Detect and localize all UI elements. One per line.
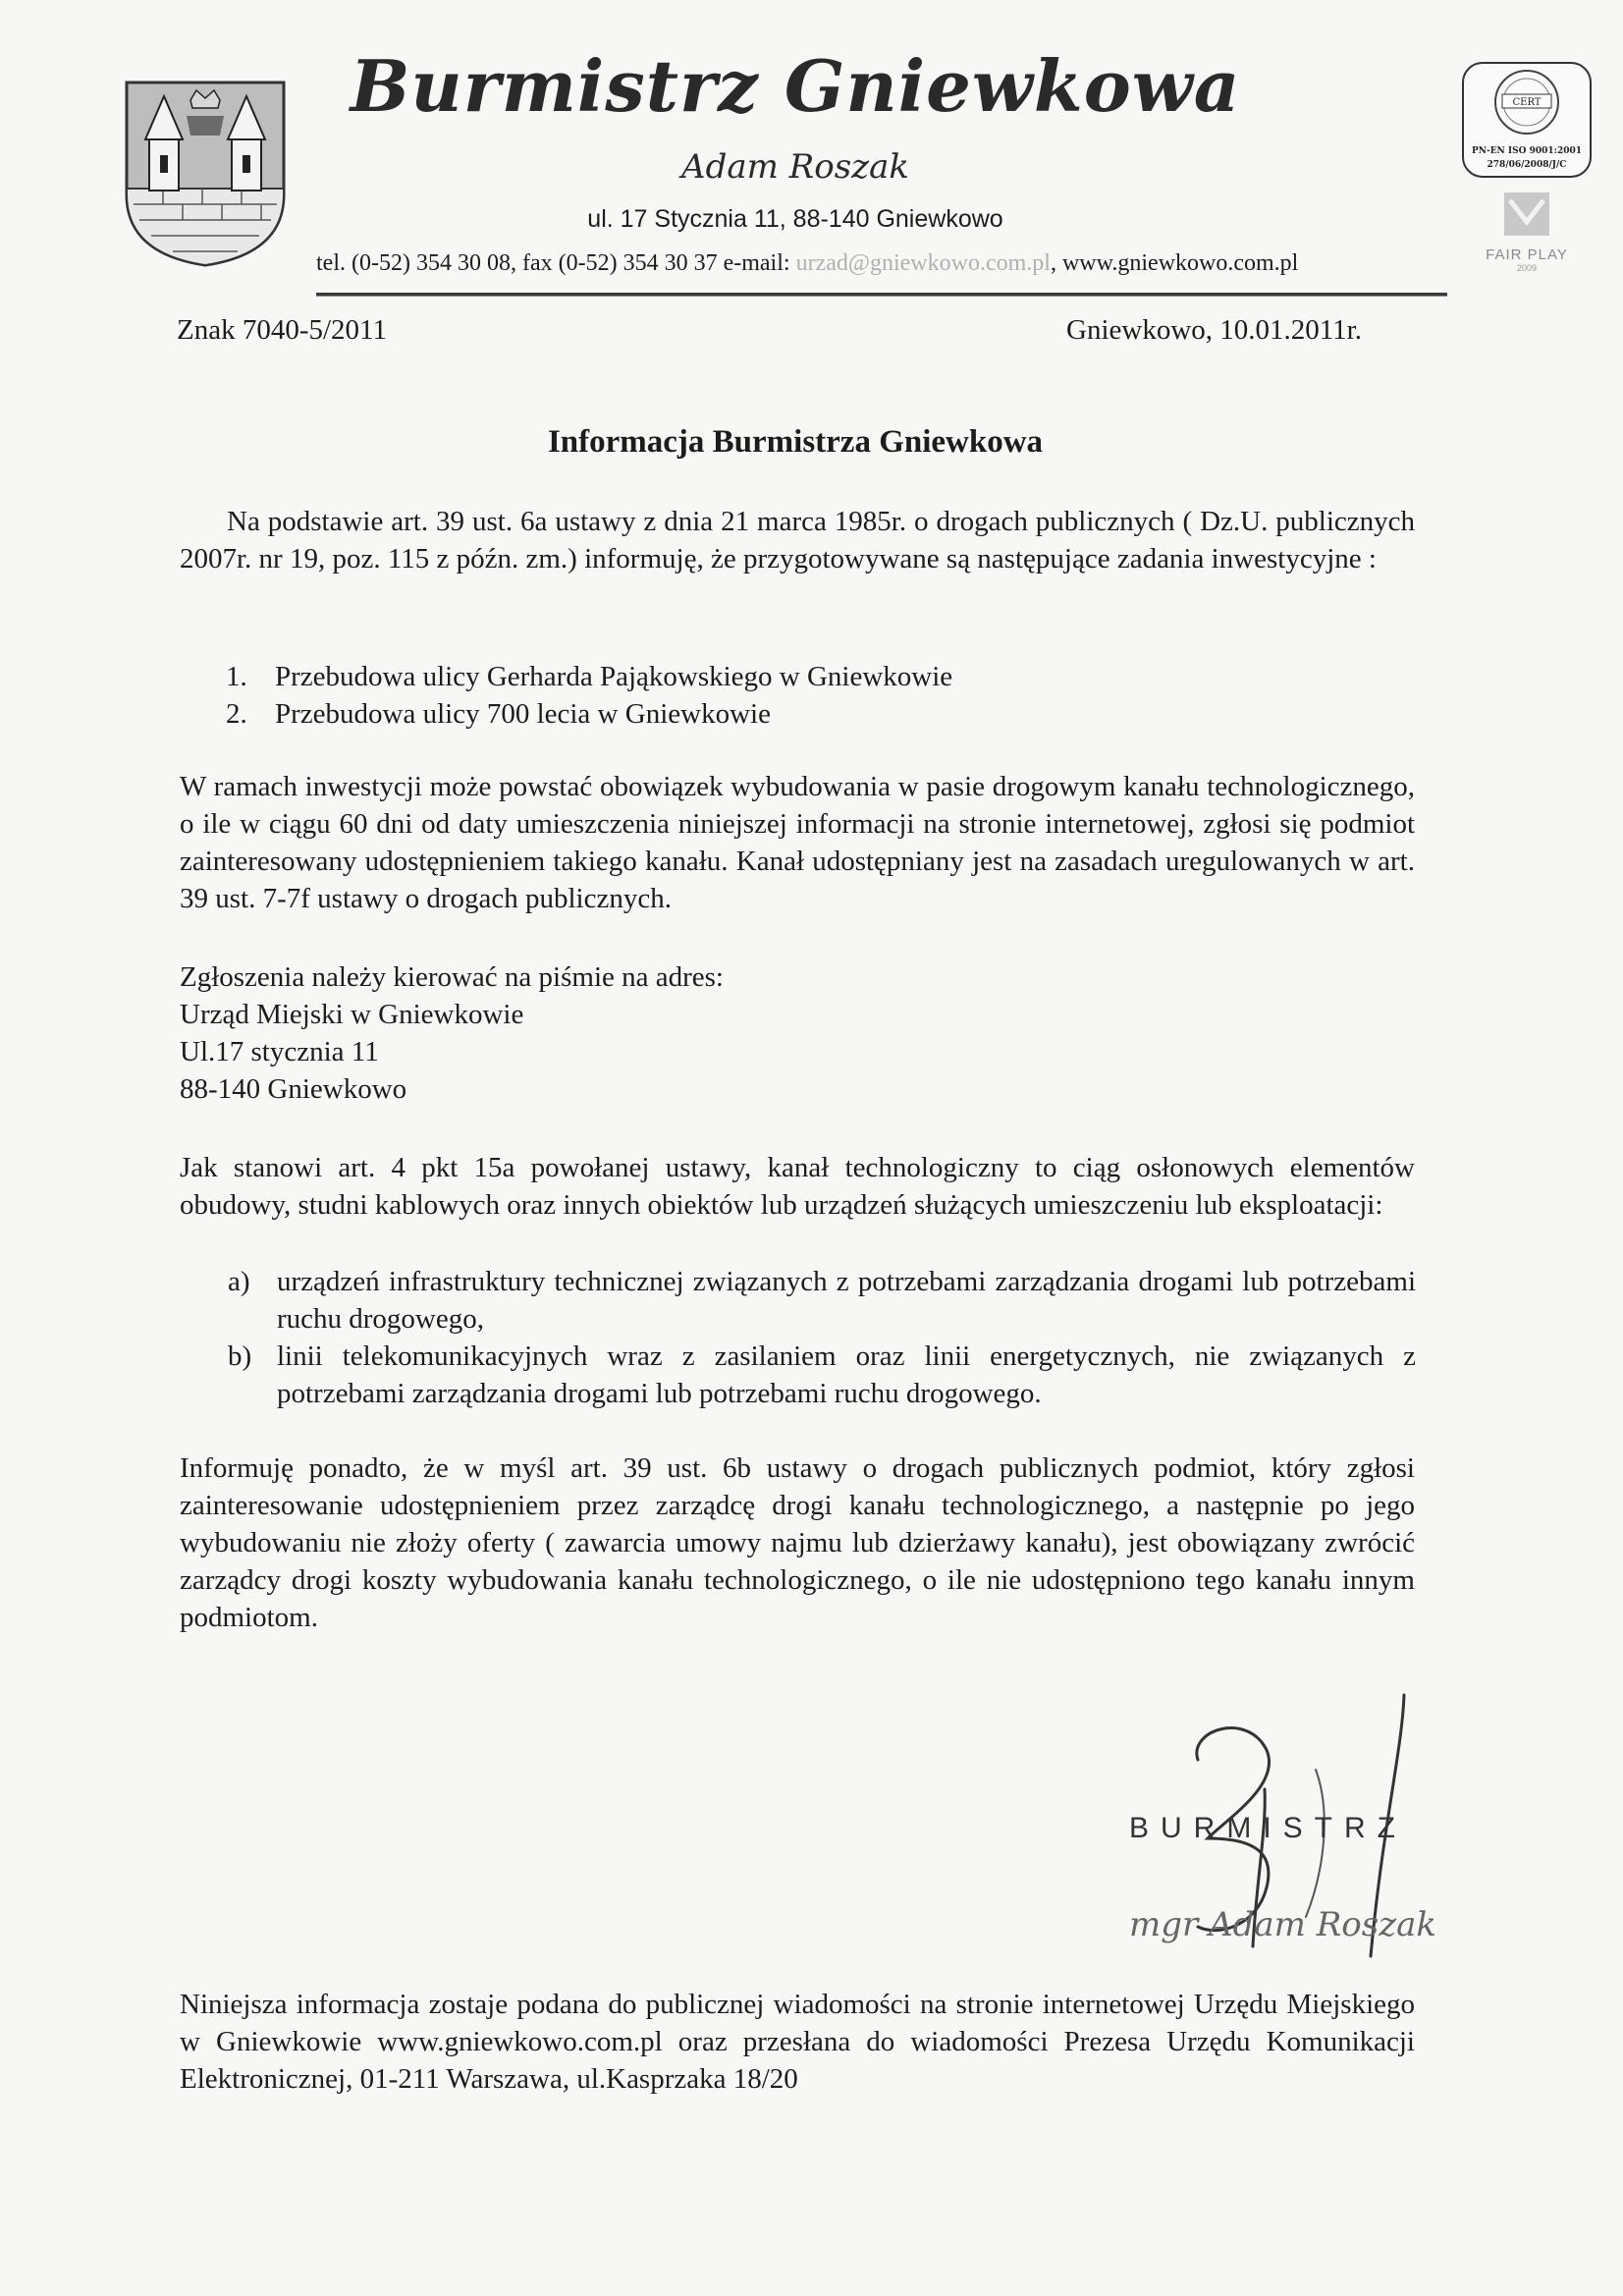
investment-task-list (226, 658, 952, 733)
office-name: Urząd Miejski w Gniewkowie (180, 999, 524, 1030)
publication-note: Niniejsza informacja zostaje podana do publicznej wiadomości na stronie internetowej Urzędu Miejskiego w Gniewkowie www.gniewkowo.com.pl oraz przesłana do wiadomości Prezesa Urzędu Komunikacji Elektronicznej, 01-211 Warszawa, ul.Kasprzaka 18/20 (180, 1989, 1415, 2095)
submission-instruction: Zgłoszenia należy kierować na piśmie na adres: (180, 961, 724, 993)
task-number: 1. (226, 661, 247, 692)
document-heading: Informacja Burmistrza Gniewkowa (547, 424, 1044, 460)
contact-website: , www.gniewkowo.com.pl (1050, 250, 1299, 276)
office-street: Ul.17 stycznia 11 (180, 1036, 379, 1067)
task-text: Przebudowa ulicy Gerharda Pająkowskiego w Gniewkowie (275, 661, 953, 692)
cert-number-text: 278/06/2008/J/C (1487, 160, 1567, 170)
cert-badge-text: CERT (1512, 97, 1542, 108)
iso-certificate-seal (1461, 61, 1593, 179)
signature-name: mgr Adam Roszak (1129, 1905, 1437, 1944)
intro-paragraph: Na podstawie art. 39 ust. 6a ustawy z dnia 21 marca 1985r. o drogach publicznych ( Dz.U. publicznych 2007r. nr 19, poz. 115 z późn. zm.) informuję, że przygotowywane są następujące zadania inwestycyjne : (180, 506, 1415, 574)
fair-play-badge (1473, 192, 1581, 297)
definition-paragraph: Jak stanowi art. 4 pkt 15a powołanej ustawy, kanał technologiczny to ciąg osłonowych elementów obudowy, studni kablowych oraz innych obiektów lub urządzeń służących umieszczeniu lub eksploatacji: (180, 1152, 1415, 1221)
letterhead-contact (316, 249, 1445, 278)
item-text: linii telekomunikacyjnych wraz z zasilaniem oraz linii energetycznych, nie związanych z potrzebami zarządzania drogami lub potrzebami ruchu drogowego. (277, 1340, 1416, 1409)
signature-title: BURMISTRZ (1129, 1812, 1407, 1844)
cost-paragraph: Informuję ponadto, że w myśl art. 39 ust. 6b ustawy o drogach publicznych podmiot, który zgłosi zainteresowanie udostępnieniem przez zarządcę drogi kanału technologicznego, a następnie po jego wybudowaniu nie złoży oferty ( zawarcia umowy najmu lub dzierżawy kanału), jest obowiązany zwrócić zarządcy drogi koszty wybudowania kanału technologicznego, o ile nie udostępniono tego kanału innym podmiotom. (180, 1452, 1415, 1633)
document-reference: Znak 7040-5/2011 (177, 314, 387, 346)
contact-email-link[interactable]: urzad@gniewkowo.com.pl (795, 250, 1051, 276)
task-text: Przebudowa ulicy 700 lecia w Gniewkowie (275, 698, 771, 730)
coat-of-arms-logo (124, 79, 287, 267)
item-letter: b) (228, 1340, 252, 1372)
office-postcode: 88-140 Gniewkowo (180, 1073, 407, 1105)
definition-list (228, 1263, 1416, 1412)
channel-obligation-paragraph: W ramach inwestycji może powstać obowiązek wybudowania w pasie drogowym kanału technologicznego, o ile w ciągu 60 dni od daty umieszczenia niniejszej informacji na stronie internetowej, zgłosi się podmiot zainteresowany udostępnieniem takiego kanału. Kanał udostępniany jest na zasadach uregulowanych w art. 39 ust. 7-7f ustawy o drogach publicznych. (180, 771, 1415, 914)
list-item (228, 1263, 1416, 1338)
header-divider (316, 293, 1447, 297)
list-item (226, 695, 952, 733)
task-number: 2. (226, 698, 247, 730)
document-date: Gniewkowo, 10.01.2011r. (1066, 314, 1362, 346)
list-item (226, 658, 952, 695)
contact-phone-fax: tel. (0-52) 354 30 08, fax (0-52) 354 30 37 e-mail: (316, 250, 796, 276)
submission-address-block (180, 958, 1415, 1108)
item-text: urządzeń infrastruktury technicznej związanych z potrzebami zarządzania drogami lub potrzebami ruchu drogowego, (277, 1266, 1416, 1335)
fair-play-icon (1504, 192, 1549, 236)
letterhead-address: ul. 17 Stycznia 11, 88-140 Gniewkowo (587, 205, 1003, 233)
list-item (228, 1338, 1416, 1412)
item-letter: a) (228, 1266, 250, 1297)
fair-play-year: 2009 (1516, 263, 1538, 273)
cert-standard-text: PN-EN ISO 9001:2001 (1471, 146, 1583, 156)
fair-play-label: FAIR PLAY (1486, 246, 1568, 263)
letterhead-title: Burmistrz Gniewkowa (350, 44, 1241, 128)
letterhead-subtitle: Adam Roszak (681, 147, 909, 187)
